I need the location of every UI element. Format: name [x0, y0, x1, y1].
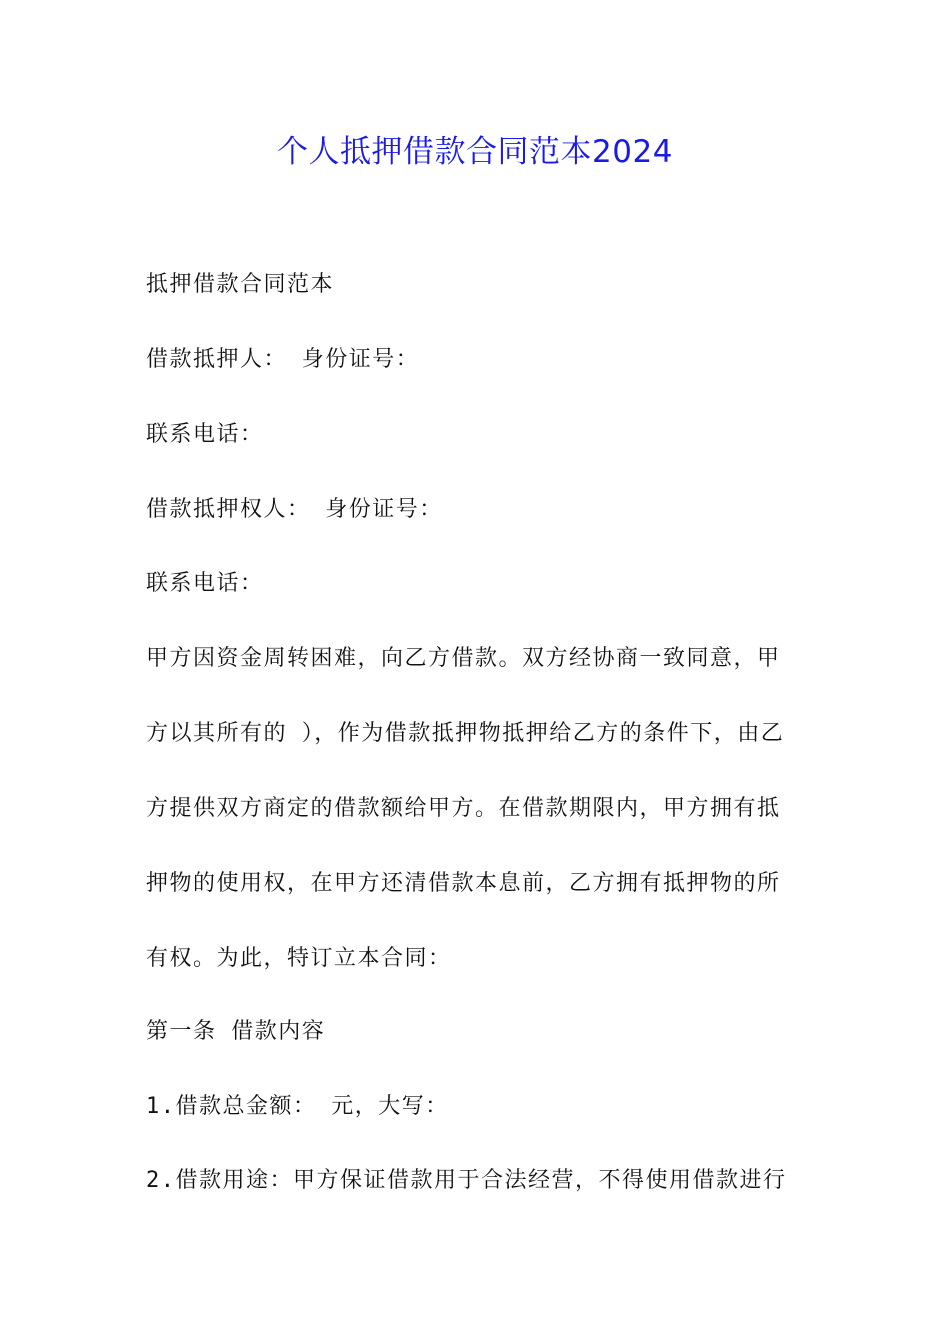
lender-phone-line: 联系电话： — [146, 571, 264, 596]
article-1-title: 第一条 借款内容 — [146, 1019, 326, 1044]
borrower-id-line: 借款抵押人： 身份证号： — [146, 347, 420, 372]
lender-id-line: 借款抵押权人： 身份证号： — [146, 497, 443, 522]
preamble-line: 方提供双方商定的借款额给甲方。在借款期限内，甲方拥有抵 — [146, 796, 781, 821]
preamble-line: 甲方因资金周转困难，向乙方借款。双方经协商一致同意，甲 — [146, 646, 781, 671]
preamble-paragraph — [146, 644, 806, 1019]
contract-heading: 抵押借款合同范本 — [146, 272, 335, 297]
loan-amount-item: 1.借款总金额： 元，大写： — [146, 1094, 449, 1119]
borrower-phone-line: 联系电话： — [146, 422, 264, 447]
preamble-line: 方以其所有的 ），作为借款抵押物抵押给乙方的条件下，由乙 — [146, 721, 785, 746]
preamble-line: 押物的使用权，在甲方还清借款本息前，乙方拥有抵押物的所 — [146, 871, 781, 896]
document-title: 个人抵押借款合同范本2024 — [277, 134, 673, 170]
loan-purpose-item: 2.借款用途：甲方保证借款用于合法经营，不得使用借款进行 — [146, 1168, 787, 1193]
preamble-line: 有权。为此，特订立本合同： — [146, 946, 452, 971]
